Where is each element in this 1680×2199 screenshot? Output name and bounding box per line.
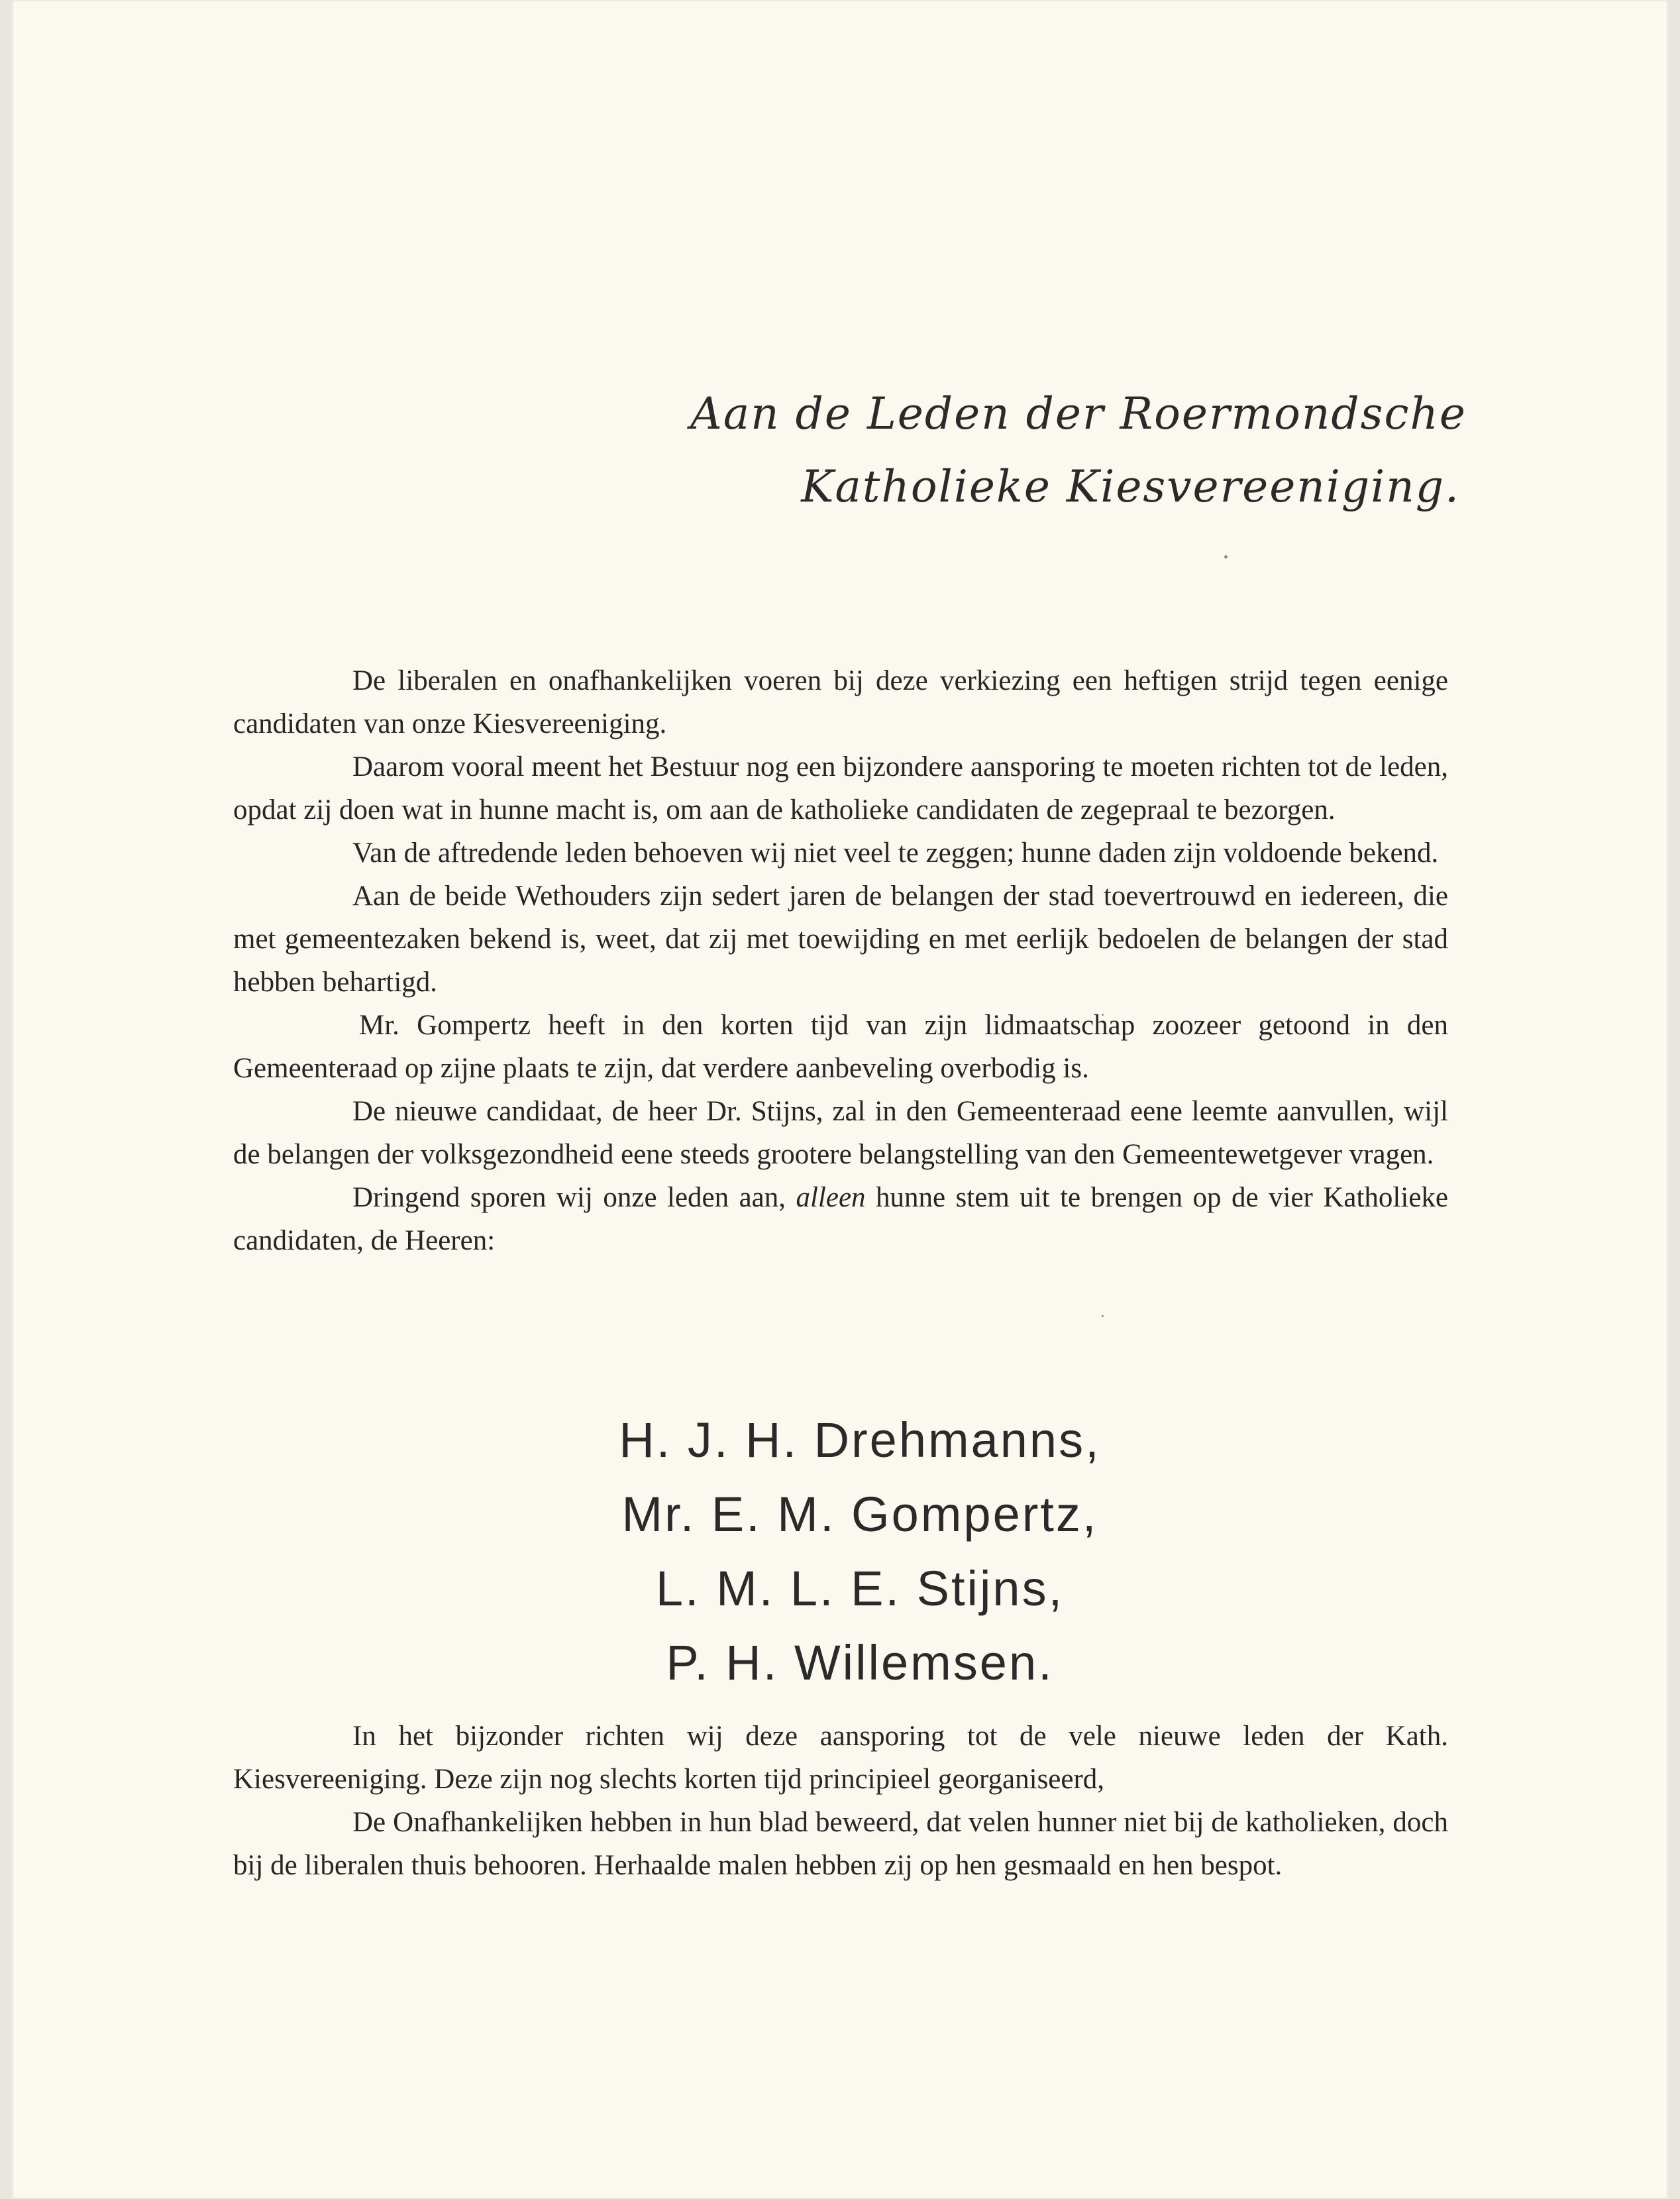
paragraph: Daarom vooral meent het Bestuur nog een bijzondere aansporing te moeten richten tot de leden, opdat zij doen wat in hunne macht is, om aan de katholieke candidaten de zegepraal te bezorgen. [233, 751, 1448, 826]
ink-speck [1102, 1315, 1104, 1317]
paragraph: Mr. Gompertz heeft in den korten tijd van zijn lidmaatschap zoozeer getoond in den Gemeenteraad op zijne plaats te zijn, dat verdere aanbeveling overbodig is. [233, 1010, 1448, 1084]
letter-heading [690, 378, 1467, 523]
appeal-text-after: hunne stem uit te brengen op de vier Katholieke candidaten, de Heeren: [233, 1182, 1448, 1256]
appeal-paragraph [233, 1176, 1448, 1262]
paragraph: De Onafhankelijken hebben in hun blad beweerd, dat velen hunner niet bij de katholieken, doch bij de liberalen thuis behooren. Herhaalde malen hebben zij op hen gesmaald en hen bespot. [233, 1807, 1448, 1881]
closing-text [233, 1715, 1448, 1887]
appeal-emphasis: alleen [796, 1182, 866, 1213]
candidate-list [12, 1403, 1668, 1700]
candidate-name: H. J. H. Drehmanns, [619, 1413, 1101, 1468]
letter-body [233, 659, 1448, 1262]
paragraph: Van de aftredende leden behoeven wij niet veel te zeggen; hunne daden zijn voldoende bekend. [352, 837, 1439, 869]
candidate-name: L. M. L. E. Stijns, [655, 1561, 1065, 1616]
appeal-text-before: Dringend sporen wij onze leden aan, [352, 1182, 796, 1213]
ink-speck [1224, 555, 1228, 559]
candidate-name: Mr. E. M. Gompertz, [621, 1487, 1098, 1542]
candidate-name: P. H. Willemsen. [666, 1635, 1054, 1690]
heading-line-2: Katholieke Kiesvereeniging. [801, 461, 1460, 512]
heading-line-1: Aan de Leden der Roermondsche [690, 388, 1467, 439]
paragraph: Aan de beide Wethouders zijn sedert jaren de belangen der stad toevertrouwd en iedereen, die met gemeentezaken bekend is, weet, dat zij met toewijding en met eerlijk bedoelen de belangen der stad hebben behartigd. [233, 881, 1448, 998]
paragraph: De liberalen en onafhankelijken voeren bij deze verkiezing een heftigen strijd tegen eenige candidaten van onze Kiesvereeniging. [233, 665, 1448, 739]
paragraph: In het bijzonder richten wij deze aansporing tot de vele nieuwe leden der Kath. Kiesvereeniging. Deze zijn nog slechts korten tijd principieel georganiseerd, [233, 1721, 1448, 1795]
paragraph: De nieuwe candidaat, de heer Dr. Stijns, zal in den Gemeenteraad eene leemte aanvullen, wijl de belangen der volksgezondheid eene steeds grootere belangstelling van den Gemeentewetgever vragen. [233, 1096, 1448, 1170]
